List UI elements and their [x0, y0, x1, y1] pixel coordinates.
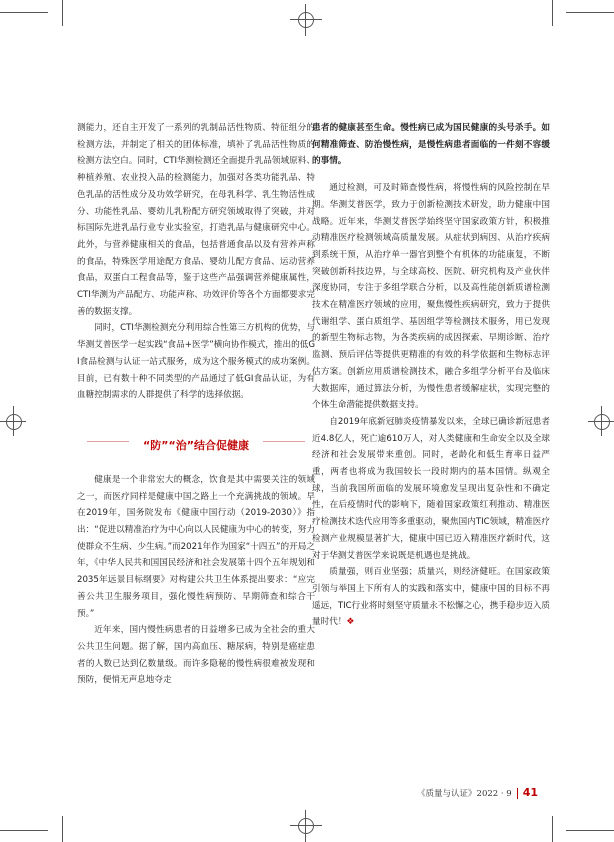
registration-mark-bottom-v — [305, 810, 306, 842]
right-column — [312, 120, 550, 631]
registration-mark-bottom — [298, 818, 314, 834]
closing-text: 质量强，则百业坚强；质量兴，则经济健旺。在国家政策引领与举国上下所有人的实践和落实中，健康中国的目标不再遥远，TIC行业将时刻坚守质量永不松懈之心，携手稳步迈入质量时代！ — [312, 567, 550, 628]
section-heading: “防”“治”结合促健康 — [129, 437, 263, 453]
crop-mark-bottom-left-v — [62, 816, 63, 842]
left-paragraph-1: 测能力，还自主开发了一系列的乳制品活性物质、特征组分的检测方法，并制定了相关的团体标准，填补了乳品活性物质的检测方法空白。同时，CTI华测检测还全面提升乳品领域原料、种植养殖、农业投入品的检测能力，加强对各类功能乳品、特色乳品的活性成分及功效学研究，在母乳科学、乳生物活性成分、功能性乳品、婴幼儿乳粉配方研究领域取得了突破，并对标国际先进乳品行业专业实验室，打造乳品与健康研究中心。此外，与营养健康相关的食品，包括普通食品以及有营养声称的食品，特殊医学用途配方食品、婴幼儿配方食品、运动营养食品，双蛋白工程食品等，鉴于这些产品强调营养健康属性，CTI华测为产品配方、功能声称、功效评价等各个方面都要求完善的数据支撑。 — [77, 123, 315, 317]
crop-mark-bottom-right-v — [552, 816, 553, 842]
left-paragraph-3: 健康是一个非常宏大的概念，饮食是其中需要关注的领域之一，而医疗同样是健康中国之路上一个充满挑战的领域。早在2019年，国务院发布《健康中国行动（2019-2030）》指出：“促进以精准治疗为中心向以人民健康为中心的转变，努力使群众不生病、少生病。”而2021年作为国家“十四五”的开局之年，《中华人民共和国国民经济和社会发展第十四个五年规划和2035年远景目标纲要》对构建公共卫生体系提出要求：“应完善公共卫生服务项目，强化慢性病预防、早期筛查和综合干预。” — [77, 474, 315, 619]
crop-mark-top-left-v — [62, 0, 63, 26]
footer-divider — [517, 788, 518, 799]
crop-mark-bottom-right-h — [566, 830, 614, 831]
registration-mark-bottom-h — [290, 825, 322, 826]
right-paragraph-1: 患者的健康甚至生命。慢性病已成为国民健康的头号杀手。如何精准筛查、防治慢性病，是慢性病患者面临的一件刻不容缓的事情。 — [312, 123, 550, 167]
end-mark-icon: ❖ — [346, 617, 355, 628]
crop-mark-top-right-v — [552, 0, 553, 26]
left-column — [77, 120, 315, 689]
journal-name: 《质量与认证》2022 · 9 — [417, 789, 512, 799]
page-footer — [417, 786, 538, 799]
crop-mark-top-left-h — [0, 12, 48, 13]
left-paragraph-4: 近年来，国内慢性病患者的日益增多已成为全社会的重大公共卫生问题。据了解，国内高血压、糖尿病，特别是癌症患者的人数已达到亿数量级。而许多隐秘的慢性病很难被发现和预防，便悄无声息地夺走 — [77, 625, 315, 686]
left-paragraph-2: 同时，CTI华测检测充分利用综合性第三方机构的优势，与华测艾普医学一起实践“食品+医学”横向协作模式，推出的低GI食品检测与认证一站式服务，成为这个服务模式的成功案例。目前，已有数十种不同类型的产品通过了低GI食品认证，为有血糖控制需求的人群提供了科学的选择依据。 — [77, 323, 315, 401]
registration-mark-right — [594, 414, 610, 430]
page-number: 41 — [522, 786, 538, 799]
right-paragraph-3: 自2019年底新冠肺炎疫情暴发以来，全球已确诊新冠患者近4.8亿人，死亡逾610万人，对人类健康和生命安全以及全球经济和社会发展带来重创。同时，老龄化和低生育率日益严重，两者也将成为我国较长一段时期内的基本国情。纵观全球，当前我国所面临的发展环境愈发呈现出复杂性和不确定性，在后疫情时代的影响下，随着国家政策红利推动、精准医疗检测技术迭代应用等多重驱动，聚焦国内TIC领域，精准医疗检测产业规模显著扩大，健康中国已迈入精准医疗新时代，这对于华测艾普医学来说既是机遇也是挑战。 — [312, 416, 550, 561]
crop-mark-bottom-left-h — [0, 830, 48, 831]
right-paragraph-2: 通过检测，可及时筛查慢性病，将慢性病的风险控制在早期。华测艾普医学，致力于创新检测技术研发，助力健康中国战略。近年来，华测艾普医学始终坚守国家政策方针，积极推动精准医疗检测领域高质量发展。从症状到病因、从治疗疾病到系统干预，从治疗单一器官到整个有机体的功能康复，不断突破创新科技边界，与全球高校、医院、研究机构及产业伙伴深度协同，专注于多组学联合分析，以及高性能创新质谱检测技术在精准医疗领域的应用，聚焦慢性疾病研究，致力于提供代谢组学、蛋白质组学、基因组学等检测技术服务，用已发现的新型生物标志物，为各类疾病的成因探索、早期诊断、治疗监测、预后评估等提供更精准的有效的科学依据和生物标志评估方案。创新应用质谱检测技术，融合多组学分析平台及临床大数据库，通过算法分析，为慢性患者缓解症状，实现完整的个体生命潜能提供数据支持。 — [312, 183, 550, 411]
registration-mark-left — [6, 414, 22, 430]
registration-mark-top-v — [305, 4, 306, 36]
registration-mark-left-v — [13, 406, 14, 436]
registration-mark-top — [298, 12, 314, 28]
right-paragraph-4 — [312, 564, 550, 631]
crop-mark-top-right-h — [566, 12, 614, 13]
registration-mark-top-h — [290, 19, 322, 20]
section-heading-wrap — [77, 430, 315, 452]
registration-mark-right-v — [601, 406, 602, 436]
